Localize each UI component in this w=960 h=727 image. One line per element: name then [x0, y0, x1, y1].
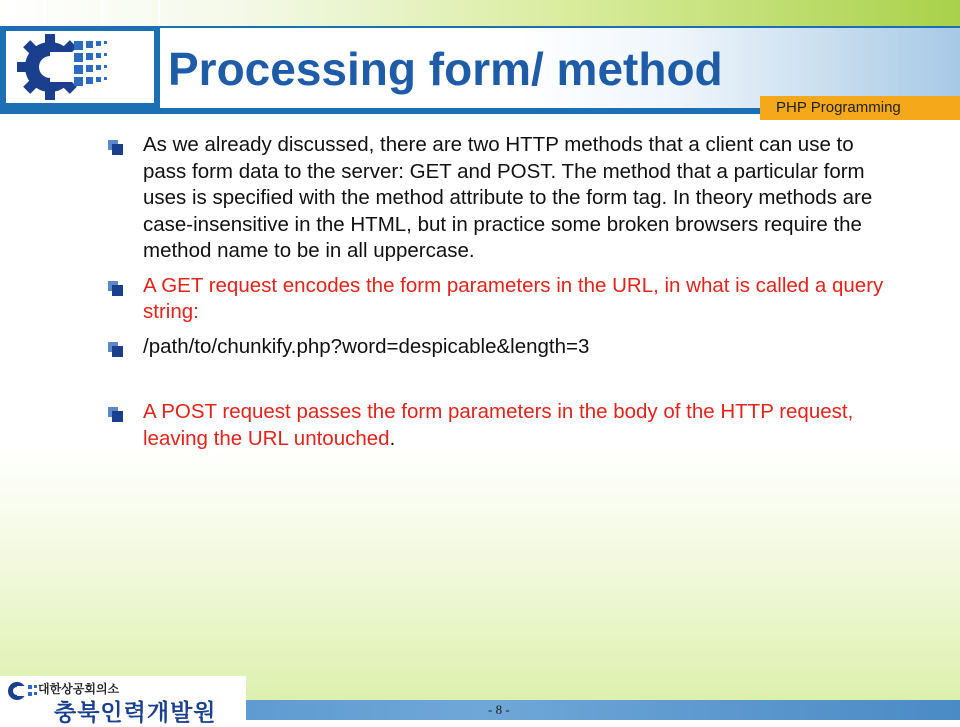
bullet-item-get [100, 273, 900, 326]
bullet-period: . [389, 426, 396, 450]
bullet-item-methods [100, 132, 900, 265]
bullet-text: As we already discussed, there are two HTTP methods that a client can use to pass form data to the server: GET and POST. The method that a particular form uses is specified with the method attribute to the form tag. In theory methods are case-insensitive in the HTML, but in practice some broken browsers require the method name to be in all uppercase. [143, 133, 873, 262]
bullet-text: A POST request passes the form parameters in the body of the HTTP request, leaving the URL untouched [143, 400, 854, 450]
org-name-small: 대한상공회의소 [38, 682, 120, 696]
bullet-list [100, 132, 900, 452]
course-tag: PHP Programming [776, 99, 901, 116]
footer-logo [0, 676, 246, 725]
page-title: Processing form/ method [168, 43, 723, 95]
square-bullet-icon [108, 407, 123, 422]
page-number: - 8 - [488, 702, 510, 717]
square-bullet-icon [108, 281, 123, 296]
square-bullet-icon [108, 342, 123, 357]
bullet-text: A GET request encodes the form parameters in the URL, in what is called a query string: [143, 273, 884, 323]
chamber-logo-icon [6, 680, 40, 702]
bullet-item-post [100, 399, 900, 452]
square-bullet-icon [108, 140, 123, 155]
bullet-text: /path/to/chunkify.php?word=despicable&length=3 [143, 334, 590, 358]
bullet-item-url-example [100, 334, 900, 361]
gear-logo-icon [6, 31, 154, 103]
org-name-large: 충북인력개발원 [54, 699, 217, 725]
decor-frame-2 [102, 0, 160, 29]
header-logo [4, 29, 156, 105]
decor-frame-1 [44, 0, 102, 29]
